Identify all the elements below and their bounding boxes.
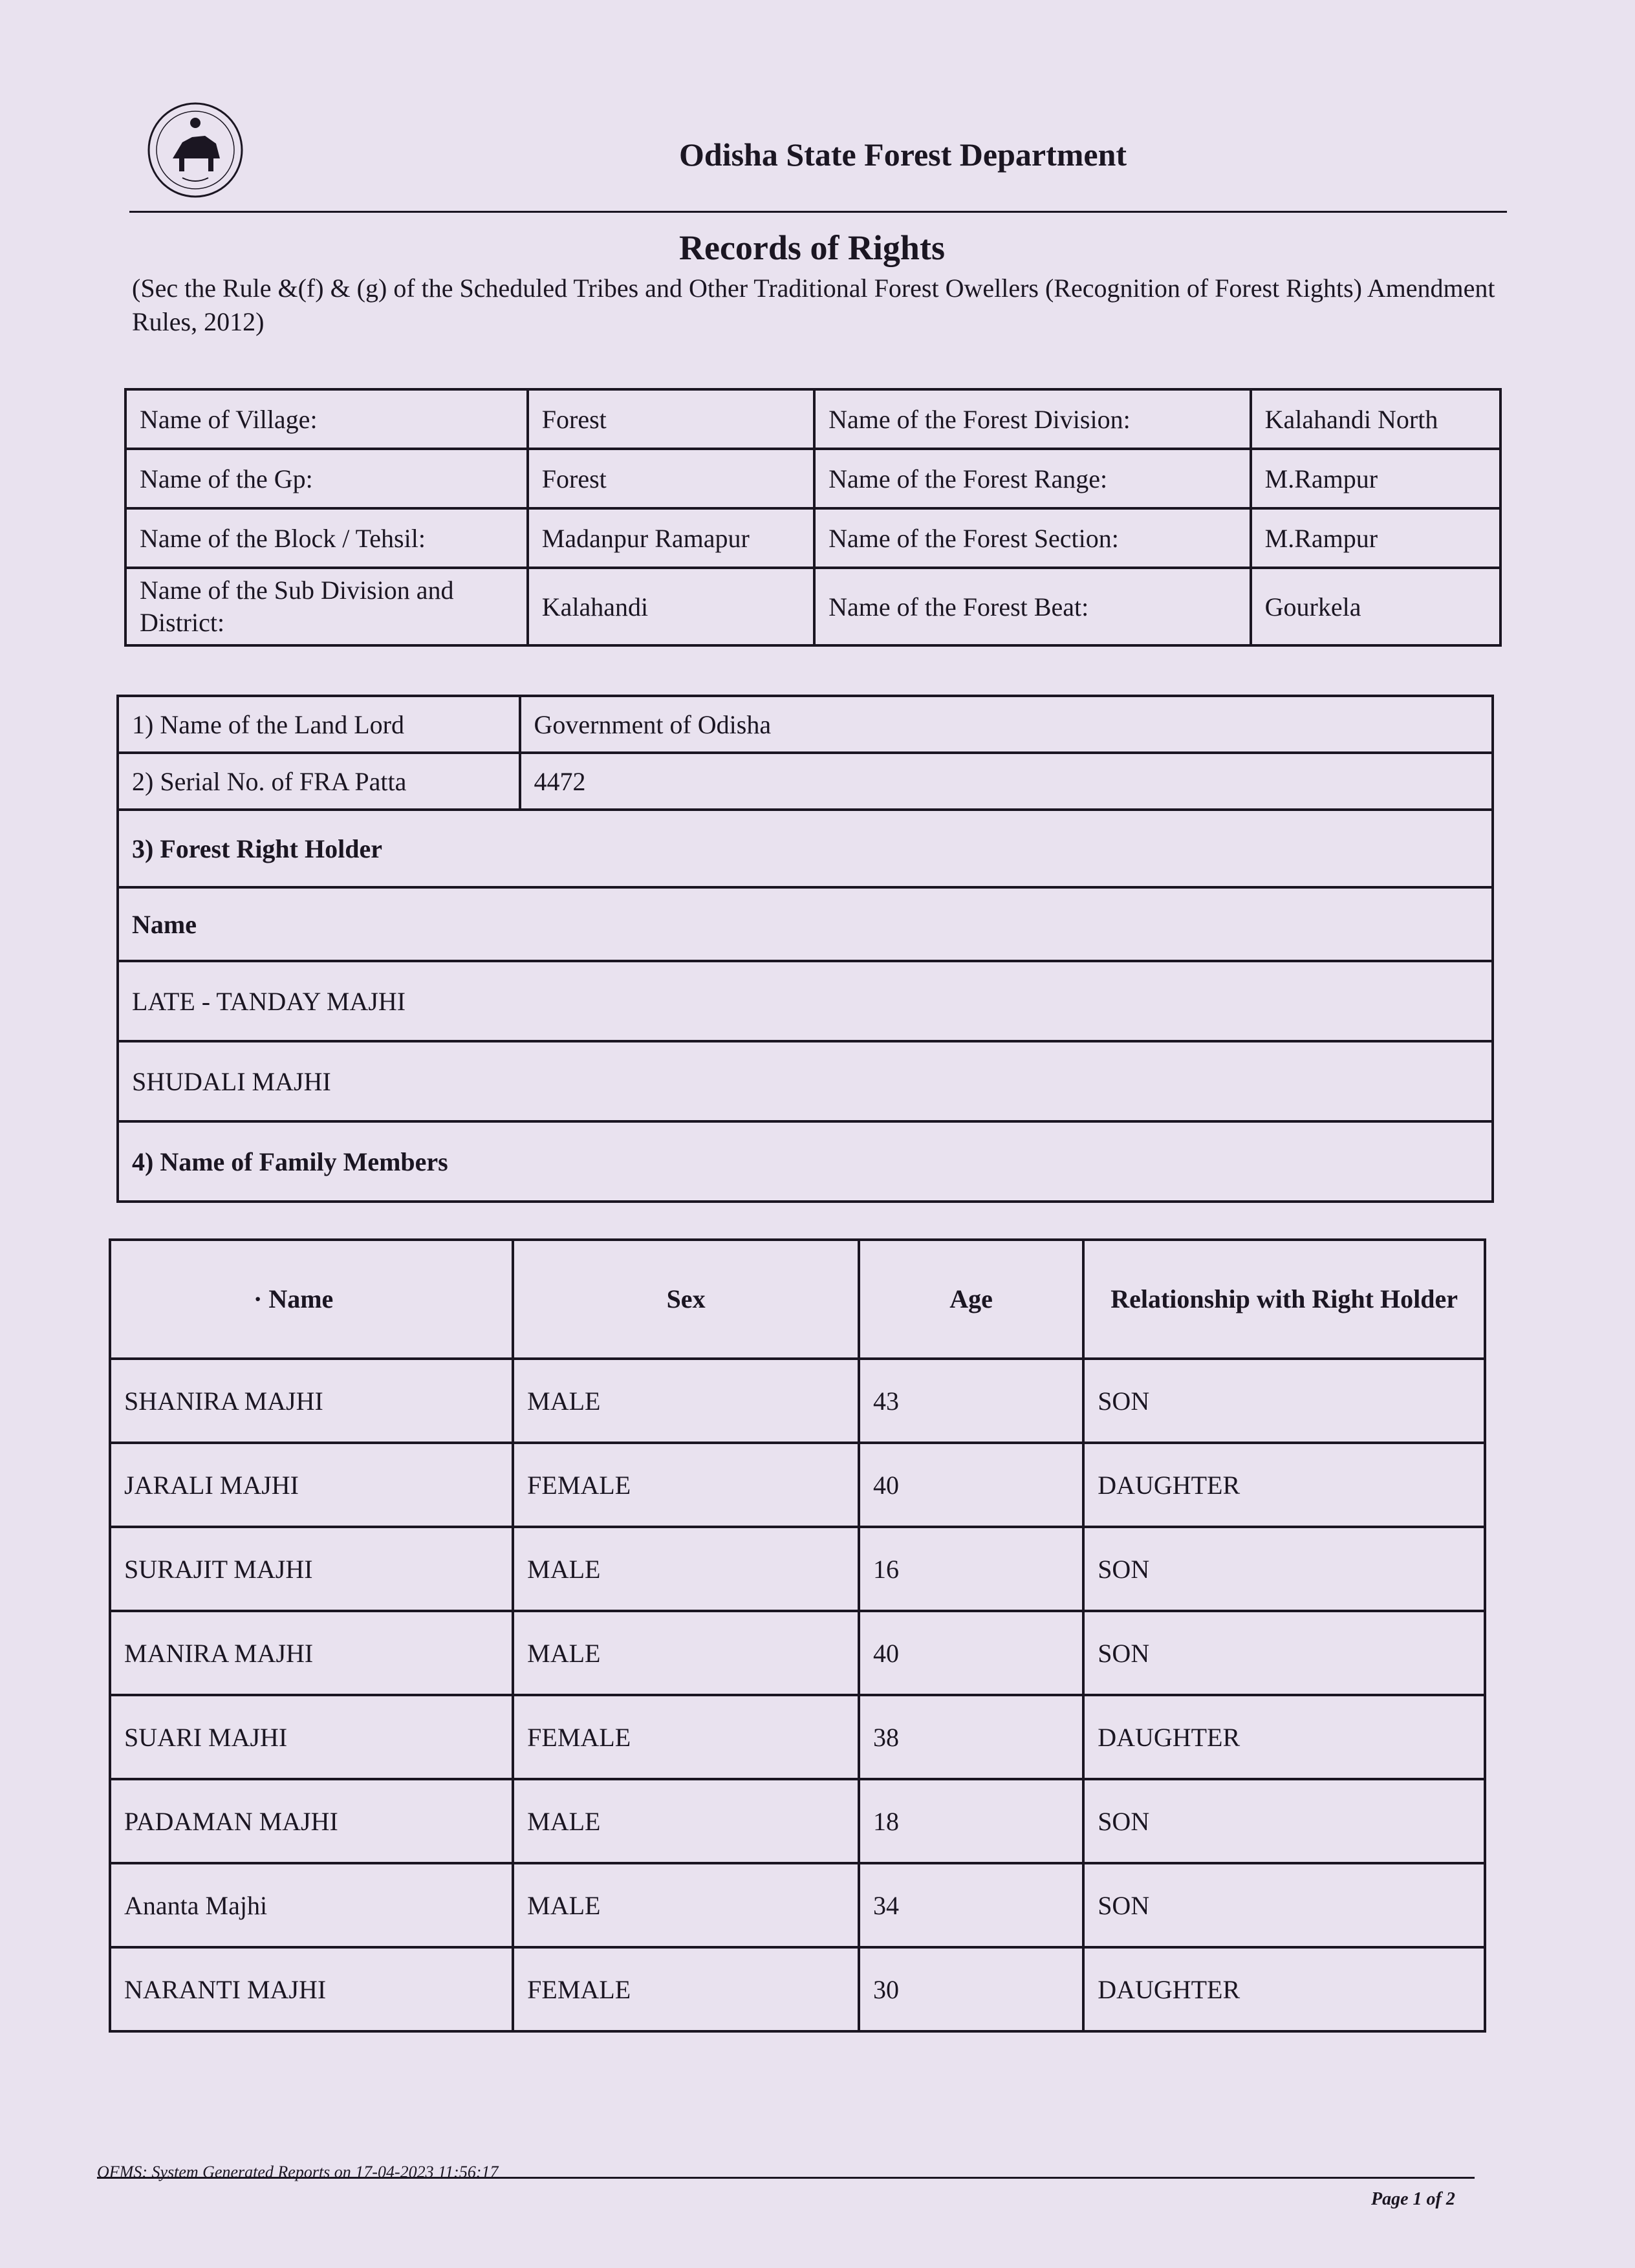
subdivision-value: Kalahandi bbox=[528, 568, 814, 645]
gp-value: Forest bbox=[528, 449, 814, 508]
table-row bbox=[110, 1443, 1485, 1527]
member-sex: MALE bbox=[513, 1359, 859, 1443]
member-relationship: SON bbox=[1083, 1863, 1485, 1947]
column-header-relationship: Relationship with Right Holder bbox=[1083, 1240, 1485, 1359]
member-name: SURAJIT MAJHI bbox=[110, 1527, 513, 1611]
patta-table bbox=[116, 695, 1494, 1203]
table-row bbox=[118, 1121, 1493, 1202]
table-row bbox=[118, 696, 1493, 753]
village-value: Forest bbox=[528, 389, 814, 449]
member-age: 43 bbox=[859, 1359, 1083, 1443]
table-row bbox=[110, 1695, 1485, 1779]
header-divider bbox=[129, 211, 1507, 213]
table-row bbox=[110, 1779, 1485, 1863]
holder-name: SHUDALI MAJHI bbox=[118, 1041, 1493, 1121]
page-number: Page 1 of 2 bbox=[1371, 2189, 1455, 2209]
block-label: Name of the Block / Tehsil: bbox=[125, 508, 528, 568]
member-name: MANIRA MAJHI bbox=[110, 1611, 513, 1695]
document-subtitle: (Sec the Rule &(f) & (g) of the Scheduled Tribes and Other Traditional Forest Owellers (Recognition of Forest Rights) Amendment Rules, 2012) bbox=[132, 274, 1495, 336]
odisha-emblem-icon bbox=[144, 97, 247, 200]
subdivision-label: Name of the Sub Division and District: bbox=[125, 568, 528, 645]
block-value: Madanpur Ramapur bbox=[528, 508, 814, 568]
table-header-row bbox=[110, 1240, 1485, 1359]
member-relationship: DAUGHTER bbox=[1083, 1695, 1485, 1779]
section-value: M.Rampur bbox=[1251, 508, 1500, 568]
column-header-sex: Sex bbox=[513, 1240, 859, 1359]
member-age: 34 bbox=[859, 1863, 1083, 1947]
table-row bbox=[110, 1527, 1485, 1611]
table-row bbox=[118, 1041, 1493, 1121]
generated-report-note: OFMS: System Generated Reports on 17-04-2023 11:56:17 bbox=[97, 2163, 499, 2181]
beat-value: Gourkela bbox=[1251, 568, 1500, 645]
document-title: Records of Rights bbox=[679, 228, 945, 267]
table-row bbox=[118, 961, 1493, 1041]
holder-heading: 3) Forest Right Holder bbox=[118, 810, 1493, 887]
table-row bbox=[118, 887, 1493, 961]
member-relationship: DAUGHTER bbox=[1083, 1947, 1485, 2031]
family-table bbox=[109, 1238, 1486, 2033]
member-age: 18 bbox=[859, 1779, 1083, 1863]
landlord-value: Government of Odisha bbox=[520, 696, 1493, 753]
member-name: NARANTI MAJHI bbox=[110, 1947, 513, 2031]
member-age: 30 bbox=[859, 1947, 1083, 2031]
section-label: Name of the Forest Section: bbox=[814, 508, 1251, 568]
table-row bbox=[125, 449, 1500, 508]
member-age: 38 bbox=[859, 1695, 1083, 1779]
landlord-label: 1) Name of the Land Lord bbox=[118, 696, 520, 753]
member-age: 40 bbox=[859, 1611, 1083, 1695]
member-relationship: SON bbox=[1083, 1359, 1485, 1443]
column-header-age: Age bbox=[859, 1240, 1083, 1359]
department-name: Odisha State Forest Department bbox=[679, 136, 1127, 173]
range-label: Name of the Forest Range: bbox=[814, 449, 1251, 508]
division-value: Kalahandi North bbox=[1251, 389, 1500, 449]
member-relationship: SON bbox=[1083, 1779, 1485, 1863]
member-age: 40 bbox=[859, 1443, 1083, 1527]
serial-value: 4472 bbox=[520, 753, 1493, 810]
table-row bbox=[110, 1359, 1485, 1443]
holder-name: LATE - TANDAY MAJHI bbox=[118, 961, 1493, 1041]
member-name: SUARI MAJHI bbox=[110, 1695, 513, 1779]
member-name: JARALI MAJHI bbox=[110, 1443, 513, 1527]
beat-label: Name of the Forest Beat: bbox=[814, 568, 1251, 645]
table-row bbox=[118, 810, 1493, 887]
table-row bbox=[110, 1863, 1485, 1947]
serial-label: 2) Serial No. of FRA Patta bbox=[118, 753, 520, 810]
table-row bbox=[118, 753, 1493, 810]
family-heading: 4) Name of Family Members bbox=[118, 1121, 1493, 1202]
member-sex: MALE bbox=[513, 1527, 859, 1611]
table-row bbox=[125, 508, 1500, 568]
village-label: Name of Village: bbox=[125, 389, 528, 449]
member-sex: FEMALE bbox=[513, 1443, 859, 1527]
member-sex: MALE bbox=[513, 1779, 859, 1863]
table-row bbox=[110, 1611, 1485, 1695]
member-sex: FEMALE bbox=[513, 1695, 859, 1779]
range-value: M.Rampur bbox=[1251, 449, 1500, 508]
member-name: Ananta Majhi bbox=[110, 1863, 513, 1947]
member-sex: MALE bbox=[513, 1863, 859, 1947]
member-sex: MALE bbox=[513, 1611, 859, 1695]
member-age: 16 bbox=[859, 1527, 1083, 1611]
location-table bbox=[124, 388, 1502, 647]
member-name: SHANIRA MAJHI bbox=[110, 1359, 513, 1443]
table-row bbox=[110, 1947, 1485, 2031]
holder-name-heading: Name bbox=[118, 887, 1493, 961]
table-row bbox=[125, 568, 1500, 645]
member-sex: FEMALE bbox=[513, 1947, 859, 2031]
table-row bbox=[125, 389, 1500, 449]
member-name: PADAMAN MAJHI bbox=[110, 1779, 513, 1863]
footer-divider bbox=[97, 2177, 1475, 2179]
member-relationship: DAUGHTER bbox=[1083, 1443, 1485, 1527]
member-relationship: SON bbox=[1083, 1611, 1485, 1695]
member-relationship: SON bbox=[1083, 1527, 1485, 1611]
column-header-name: · Name bbox=[110, 1240, 513, 1359]
gp-label: Name of the Gp: bbox=[125, 449, 528, 508]
division-label: Name of the Forest Division: bbox=[814, 389, 1251, 449]
